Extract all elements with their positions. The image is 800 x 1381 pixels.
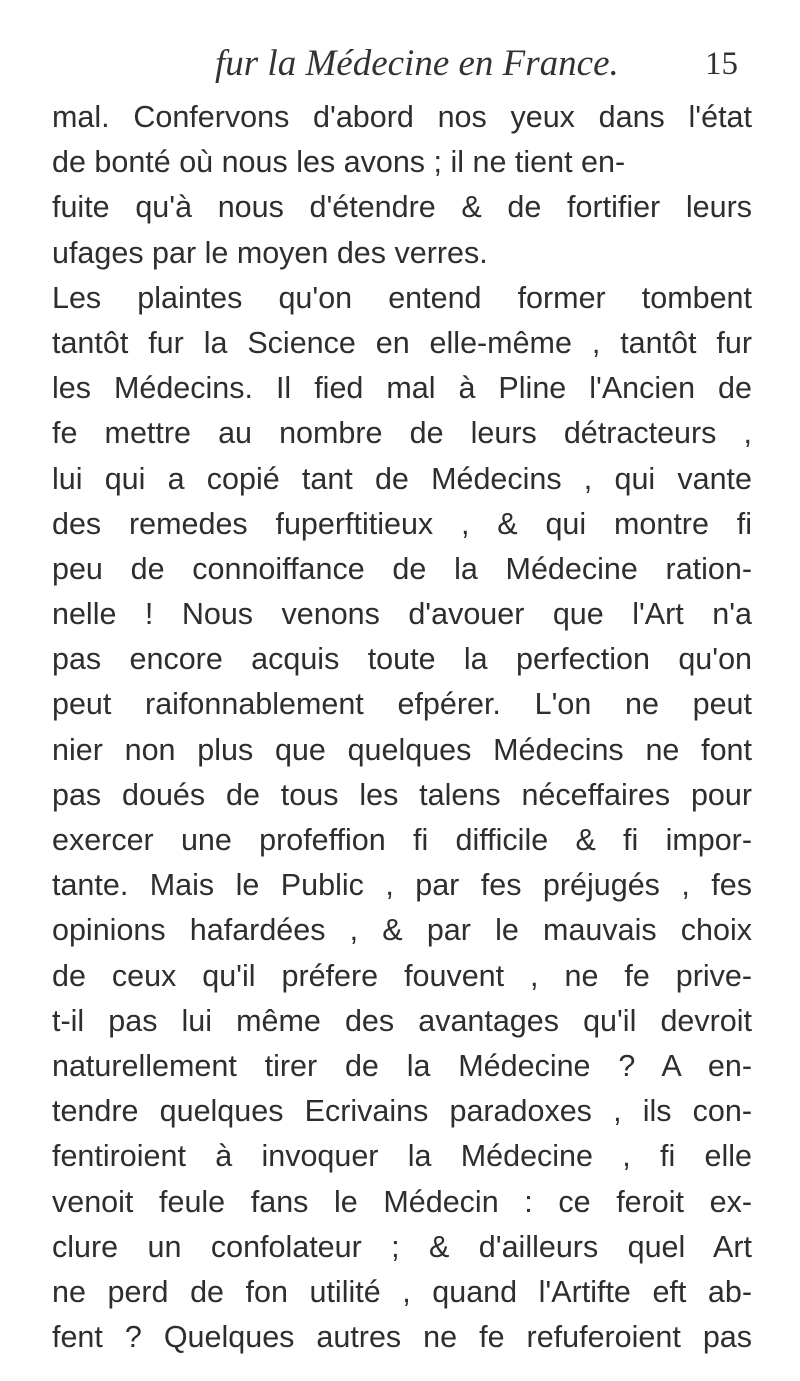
text-line: de bonté où nous les avons ; il ne tient en- [52, 145, 626, 180]
text-line: tante. Mais le Public , par fes préjugés , fes [52, 868, 752, 903]
text-line: fe mettre au nombre de leurs détracteurs , [52, 416, 752, 451]
text-line: venoit feule fans le Médecin : ce feroit ex- [52, 1184, 752, 1219]
text-line: ne perd de fon utilité , quand l'Artifte eft ab- [52, 1274, 752, 1309]
text-line: t-il pas lui même des avantages qu'il devroit [52, 1003, 752, 1038]
text-line: tantôt fur la Science en elle-même , tantôt fur [52, 325, 752, 360]
text-line: peu de connoiffance de la Médecine ration- [52, 551, 752, 586]
text-line: peut raifonnablement efpérer. L'on ne peut [52, 687, 752, 722]
text-line: naturellement tirer de la Médecine ? A en- [52, 1048, 752, 1083]
running-head [0, 42, 800, 102]
text-line: fent ? Quelques autres ne fe refuferoient pas [52, 1320, 752, 1355]
text-line: les Médecins. Il fied mal à Pline l'Ancien de [52, 371, 752, 406]
text-line: clure un confolateur ; & d'ailleurs quel Art [52, 1229, 752, 1264]
text-line: tendre quelques Ecrivains paradoxes , ils con- [52, 1094, 752, 1129]
text-line: pas encore acquis toute la perfection qu'on [52, 642, 752, 677]
text-line: nier non plus que quelques Médecins ne font [52, 732, 752, 767]
text-line: des remedes fuperftitieux , & qui montre fi [52, 506, 752, 541]
page-number: 15 [705, 46, 738, 82]
text-line: opinions hafardées , & par le mauvais choix [52, 913, 752, 948]
running-title: fur la Médecine en France. [215, 43, 619, 84]
text-line: nelle ! Nous venons d'avouer que l'Art n'a [52, 597, 752, 632]
body-text [52, 95, 752, 1360]
text-line: fentiroient à invoquer la Médecine , fi elle [52, 1139, 752, 1174]
text-line: fuite qu'à nous d'étendre & de fortifier leurs [52, 190, 752, 225]
text-line: mal. Confervons d'abord nos yeux dans l'état [52, 100, 752, 134]
text-line: ufages par le moyen des verres. [52, 235, 488, 270]
text-line: pas doués de tous les talens néceffaires pour [52, 777, 752, 812]
text-line: de ceux qu'il préfere fouvent , ne fe prive- [52, 958, 752, 993]
text-line: Les plaintes qu'on entend former tombent [52, 280, 752, 315]
text-line: exercer une profeffion fi difficile & fi impor- [52, 823, 752, 857]
text-line: lui qui a copié tant de Médecins , qui vante [52, 461, 752, 496]
